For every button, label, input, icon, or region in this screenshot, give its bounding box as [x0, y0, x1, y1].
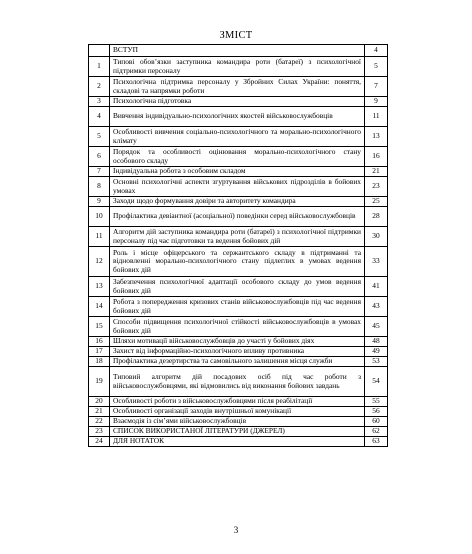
toc-item-title: Способи підвищення психологічної стійкості військовослужбовців в умовах бойових дій	[110, 317, 365, 337]
toc-row	[89, 397, 388, 407]
toc-item-number: 20	[89, 397, 110, 407]
toc-row	[89, 437, 388, 447]
toc-item-page: 55	[365, 397, 388, 407]
toc-item-title: Особливості вивчення соціально-психологічного та морально-психологічного клімату	[110, 127, 365, 147]
page-number: 3	[233, 525, 239, 535]
toc-item-title: Профілактика девіантної (асоціальної) поведінки серед військовослужбовців	[110, 207, 365, 227]
toc-item-page: 48	[365, 337, 388, 347]
toc-item-page: 7	[365, 77, 388, 97]
toc-item-title: Типові обов’язки заступника командира роти (батареї) з психологічної підтримки персоналу	[110, 57, 365, 77]
toc-row	[89, 367, 388, 397]
toc-item-number: 2	[89, 77, 110, 97]
toc-item-number: 13	[89, 277, 110, 297]
toc-item-title: СПИСОК ВИКОРИСТАНОЇ ЛІТЕРАТУРИ (ДЖЕРЕЛ)	[110, 427, 365, 437]
toc-item-number: 17	[89, 347, 110, 357]
toc-item-title: ДЛЯ НОТАТОК	[110, 437, 365, 447]
toc-item-page: 11	[365, 107, 388, 127]
toc-item-page: 4	[365, 45, 388, 57]
toc-row	[89, 407, 388, 417]
toc-item-title: Вивчення індивідуально-психологічних якостей військовослужбовців	[110, 107, 365, 127]
table-of-contents	[88, 44, 388, 447]
toc-item-title: Особливості організації заходів внутрішньої комунікації	[110, 407, 365, 417]
toc-item-title: Психологічна підтримка персоналу у Збройних Силах України: поняття, складові та напрямки роботи	[110, 77, 365, 97]
toc-row	[89, 337, 388, 347]
toc-row	[89, 347, 388, 357]
toc-item-page: 23	[365, 177, 388, 197]
toc-item-page: 21	[365, 167, 388, 177]
toc-item-page: 25	[365, 197, 388, 207]
toc-item-page: 54	[365, 367, 388, 397]
toc-item-title: Взаємодія із сім’ями військовослужбовців	[110, 417, 365, 427]
toc-item-page: 60	[365, 417, 388, 427]
toc-item-title: Основні психологічні аспекти згуртування військових підрозділів в бойових умовах	[110, 177, 365, 197]
toc-item-title: Психологічна підготовка	[110, 97, 365, 107]
toc-row	[89, 297, 388, 317]
toc-item-title: ВСТУП	[110, 45, 365, 57]
toc-item-page: 33	[365, 247, 388, 277]
toc-row	[89, 127, 388, 147]
toc-item-number: 19	[89, 367, 110, 397]
toc-row	[89, 167, 388, 177]
toc-item-page: 45	[365, 317, 388, 337]
toc-item-page: 5	[365, 57, 388, 77]
toc-item-title: Заходи щодо формування довіри та авторитету командира	[110, 197, 365, 207]
toc-row	[89, 77, 388, 97]
toc-item-title: Забезпечення психологічної адаптації особового складу до умов ведення бойових дій	[110, 277, 365, 297]
toc-item-number: 18	[89, 357, 110, 367]
toc-item-page: 63	[365, 437, 388, 447]
toc-item-number: 11	[89, 227, 110, 247]
toc-item-number: 6	[89, 147, 110, 167]
toc-item-number: 4	[89, 107, 110, 127]
toc-item-number: 8	[89, 177, 110, 197]
toc-item-number: 5	[89, 127, 110, 147]
toc-item-number: 22	[89, 417, 110, 427]
toc-item-page: 49	[365, 347, 388, 357]
toc-item-number: 23	[89, 427, 110, 437]
toc-row	[89, 147, 388, 167]
toc-item-page: 28	[365, 207, 388, 227]
toc-item-title: Особливості роботи з військовослужбовцями після реабілітації	[110, 397, 365, 407]
toc-body	[89, 45, 388, 447]
toc-item-title: Алгоритм дій заступника командира роти (батареї) з психологічної підтримки персоналу під час підготовки та ведення бойових дій	[110, 227, 365, 247]
toc-item-number: 14	[89, 297, 110, 317]
toc-item-title: Порядок та особливості оцінювання морально-психологічного стану особового складу	[110, 147, 365, 167]
toc-item-number: 12	[89, 247, 110, 277]
toc-item-title: Захист від інформаційно-психологічного впливу противника	[110, 347, 365, 357]
toc-item-number: 9	[89, 197, 110, 207]
toc-item-page: 9	[365, 97, 388, 107]
toc-row	[89, 197, 388, 207]
toc-item-page: 53	[365, 357, 388, 367]
toc-row	[89, 317, 388, 337]
toc-row	[89, 97, 388, 107]
toc-row	[89, 277, 388, 297]
toc-row	[89, 417, 388, 427]
toc-item-title: Роль і місце офіцерського та сержантського складу в підтриманні та відновленні морально-психологічного стану підлеглих в умовах ведення бойових дій	[110, 247, 365, 277]
toc-row	[89, 57, 388, 77]
toc-row	[89, 177, 388, 197]
toc-item-number: 3	[89, 97, 110, 107]
toc-item-number: 21	[89, 407, 110, 417]
toc-item-number: 15	[89, 317, 110, 337]
toc-row	[89, 427, 388, 437]
toc-row	[89, 107, 388, 127]
toc-item-title: Робота з попередження кризових станів військовослужбовців під час ведення бойових дій	[110, 297, 365, 317]
toc-item-title: Типовий алгоритм дій посадових осіб під час роботи з військовослужбовцями, які відмовились від виконання бойових завдань	[110, 367, 365, 397]
toc-item-page: 62	[365, 427, 388, 437]
toc-item-page: 41	[365, 277, 388, 297]
toc-item-page: 56	[365, 407, 388, 417]
toc-row	[89, 357, 388, 367]
toc-item-page: 30	[365, 227, 388, 247]
toc-item-title: Профілактика дезертирства та самовільного залишення місця служби	[110, 357, 365, 367]
toc-item-number	[89, 45, 110, 57]
toc-row	[89, 227, 388, 247]
toc-item-number: 10	[89, 207, 110, 227]
page-title: ЗМІСТ	[219, 30, 253, 41]
toc-item-title: Шляхи мотивації військовослужбовців до участі у бойових діях	[110, 337, 365, 347]
toc-item-title: Індивідуальна робота з особовим складом	[110, 167, 365, 177]
toc-item-number: 1	[89, 57, 110, 77]
toc-item-number: 7	[89, 167, 110, 177]
toc-row	[89, 45, 388, 57]
toc-item-page: 13	[365, 127, 388, 147]
toc-row	[89, 207, 388, 227]
toc-row	[89, 247, 388, 277]
toc-item-number: 24	[89, 437, 110, 447]
toc-item-page: 43	[365, 297, 388, 317]
toc-item-number: 16	[89, 337, 110, 347]
toc-item-page: 16	[365, 147, 388, 167]
